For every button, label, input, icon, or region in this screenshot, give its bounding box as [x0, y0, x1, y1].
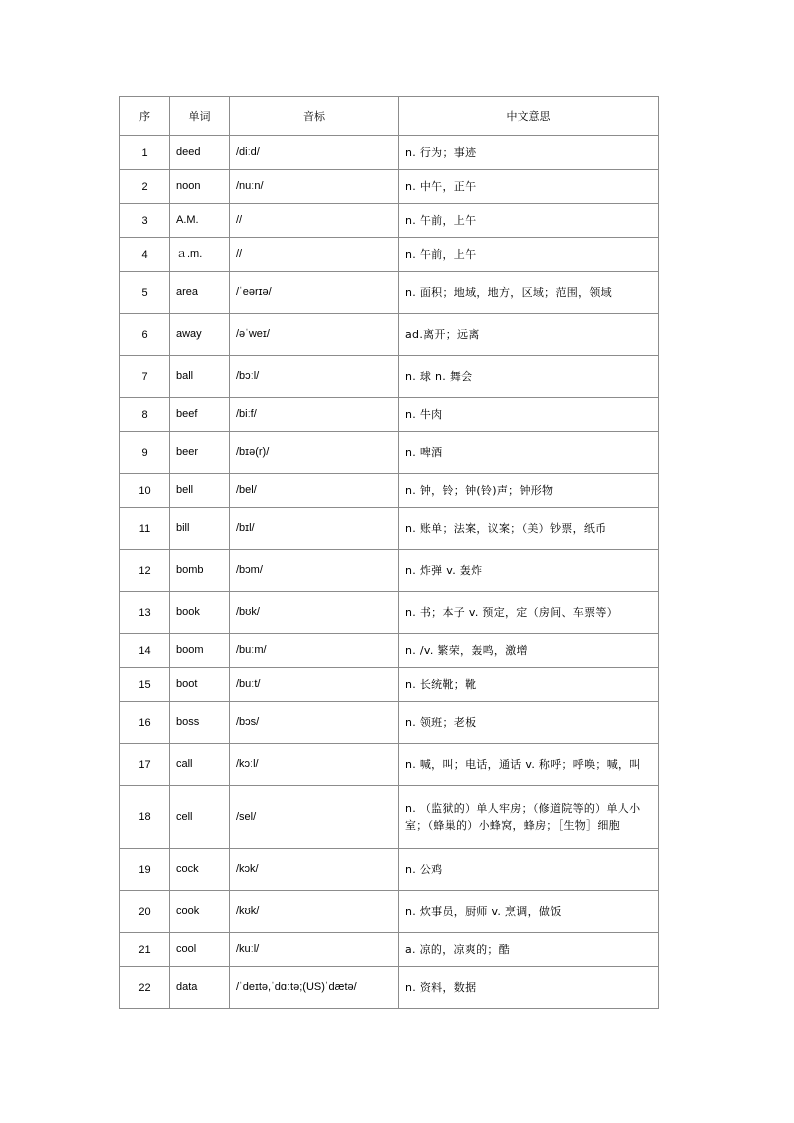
row-index: 4 — [120, 238, 170, 272]
row-word: noon — [170, 170, 230, 204]
row-phonetic: /kʊk/ — [230, 891, 399, 933]
row-phonetic: /sel/ — [230, 786, 399, 849]
row-phonetic: /əˈweɪ/ — [230, 314, 399, 356]
row-meaning: n. 长统靴；靴 — [399, 668, 659, 702]
row-meaning: n. 公鸡 — [399, 849, 659, 891]
row-index: 5 — [120, 272, 170, 314]
row-phonetic: /kɔk/ — [230, 849, 399, 891]
row-meaning: n. 中午，正午 — [399, 170, 659, 204]
row-index: 7 — [120, 356, 170, 398]
row-meaning: n. 午前，上午 — [399, 204, 659, 238]
header-phonetic: 音标 — [230, 97, 399, 136]
row-meaning: n. 资料，数据 — [399, 967, 659, 1009]
table-row — [120, 432, 659, 474]
table-row — [120, 550, 659, 592]
row-word: book — [170, 592, 230, 634]
row-meaning: n. 喊，叫；电话，通话 v. 称呼；呼唤；喊，叫 — [399, 744, 659, 786]
table-row — [120, 702, 659, 744]
row-phonetic: // — [230, 238, 399, 272]
header-index: 序 — [120, 97, 170, 136]
row-meaning: n. 面积；地域，地方，区域；范围，领域 — [399, 272, 659, 314]
row-meaning: ad.离开；远离 — [399, 314, 659, 356]
row-meaning: n. 啤酒 — [399, 432, 659, 474]
row-meaning: n. 炸弹 v. 轰炸 — [399, 550, 659, 592]
row-index: 12 — [120, 550, 170, 592]
row-meaning: n. 牛肉 — [399, 398, 659, 432]
row-phonetic: /ˈdeɪtə,ˈdɑːtə;(US)ˈdætə/ — [230, 967, 399, 1009]
table-row — [120, 474, 659, 508]
row-meaning: n. 书；本子 v. 预定，定（房间、车票等） — [399, 592, 659, 634]
table-row — [120, 398, 659, 432]
row-meaning: n. /v. 繁荣，轰鸣，激增 — [399, 634, 659, 668]
row-phonetic: /bɔm/ — [230, 550, 399, 592]
row-phonetic: /kuːl/ — [230, 933, 399, 967]
row-index: 1 — [120, 136, 170, 170]
row-index: 16 — [120, 702, 170, 744]
row-word: boss — [170, 702, 230, 744]
row-phonetic: /bɔːl/ — [230, 356, 399, 398]
row-word: bill — [170, 508, 230, 550]
row-index: 22 — [120, 967, 170, 1009]
row-meaning: n. （监狱的）单人牢房；（修道院等的）单人小室；（蜂巢的）小蜂窝，蜂房；［生物］细胞 — [399, 786, 659, 849]
row-index: 20 — [120, 891, 170, 933]
table-row — [120, 272, 659, 314]
row-word: cool — [170, 933, 230, 967]
row-meaning: a. 凉的，凉爽的；酷 — [399, 933, 659, 967]
row-word: area — [170, 272, 230, 314]
row-word: cell — [170, 786, 230, 849]
row-index: 8 — [120, 398, 170, 432]
table-header — [120, 97, 659, 136]
table-row — [120, 786, 659, 849]
row-phonetic: /bʊk/ — [230, 592, 399, 634]
row-word: bomb — [170, 550, 230, 592]
row-meaning: n. 行为；事迹 — [399, 136, 659, 170]
table-row — [120, 136, 659, 170]
header-row — [120, 97, 659, 136]
row-meaning: n. 球 n. 舞会 — [399, 356, 659, 398]
row-word: bell — [170, 474, 230, 508]
row-phonetic: /nuːn/ — [230, 170, 399, 204]
table-row — [120, 170, 659, 204]
row-index: 17 — [120, 744, 170, 786]
row-phonetic: /ˈeərɪə/ — [230, 272, 399, 314]
row-index: 19 — [120, 849, 170, 891]
table-row — [120, 356, 659, 398]
table-row — [120, 634, 659, 668]
table-row — [120, 744, 659, 786]
row-index: 21 — [120, 933, 170, 967]
row-word: beer — [170, 432, 230, 474]
row-index: 11 — [120, 508, 170, 550]
row-word: cook — [170, 891, 230, 933]
table-row — [120, 967, 659, 1009]
row-word: ａ.m. — [170, 238, 230, 272]
row-phonetic: /bɪə(r)/ — [230, 432, 399, 474]
row-meaning: n. 账单；法案，议案；（美）钞票，纸币 — [399, 508, 659, 550]
row-word: call — [170, 744, 230, 786]
table-row — [120, 849, 659, 891]
row-phonetic: /kɔːl/ — [230, 744, 399, 786]
row-word: boot — [170, 668, 230, 702]
row-index: 15 — [120, 668, 170, 702]
table-row — [120, 238, 659, 272]
row-phonetic: /bel/ — [230, 474, 399, 508]
row-word: cock — [170, 849, 230, 891]
row-phonetic: /biːf/ — [230, 398, 399, 432]
table-row — [120, 204, 659, 238]
row-meaning: n. 钟，铃；钟(铃)声；钟形物 — [399, 474, 659, 508]
row-word: away — [170, 314, 230, 356]
row-phonetic: // — [230, 204, 399, 238]
row-index: 13 — [120, 592, 170, 634]
row-word: A.M. — [170, 204, 230, 238]
row-phonetic: /buːt/ — [230, 668, 399, 702]
table-body — [120, 136, 659, 1009]
row-index: 10 — [120, 474, 170, 508]
row-phonetic: /bɔs/ — [230, 702, 399, 744]
row-word: deed — [170, 136, 230, 170]
row-index: 9 — [120, 432, 170, 474]
table-row — [120, 891, 659, 933]
row-meaning: n. 炊事员，厨师 v. 烹调，做饭 — [399, 891, 659, 933]
row-index: 2 — [120, 170, 170, 204]
row-meaning: n. 领班；老板 — [399, 702, 659, 744]
vocabulary-table — [119, 96, 659, 1009]
row-word: beef — [170, 398, 230, 432]
row-phonetic: /diːd/ — [230, 136, 399, 170]
row-phonetic: /bɪl/ — [230, 508, 399, 550]
table-row — [120, 508, 659, 550]
table-row — [120, 592, 659, 634]
row-meaning: n. 午前，上午 — [399, 238, 659, 272]
table-row — [120, 933, 659, 967]
row-word: ball — [170, 356, 230, 398]
row-index: 14 — [120, 634, 170, 668]
row-word: boom — [170, 634, 230, 668]
row-index: 3 — [120, 204, 170, 238]
header-word: 单词 — [170, 97, 230, 136]
row-word: data — [170, 967, 230, 1009]
table-row — [120, 668, 659, 702]
row-phonetic: /buːm/ — [230, 634, 399, 668]
header-meaning: 中文意思 — [399, 97, 659, 136]
row-index: 6 — [120, 314, 170, 356]
row-index: 18 — [120, 786, 170, 849]
table-row — [120, 314, 659, 356]
